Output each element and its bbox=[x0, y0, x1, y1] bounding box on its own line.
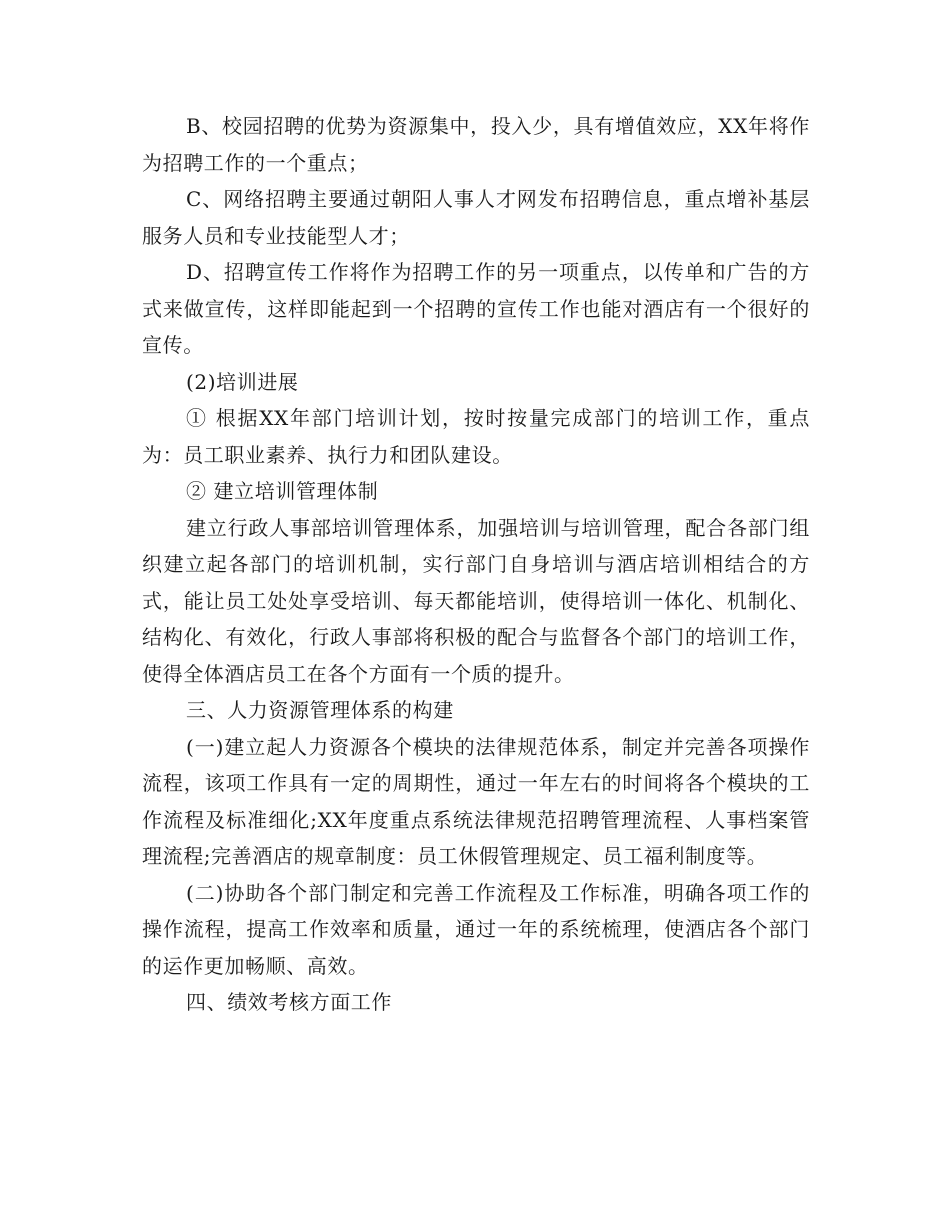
heading-training-progress: (2)培训进展 bbox=[186, 369, 299, 394]
document-body bbox=[142, 108, 810, 1021]
paragraph-training-plan: ① 根据XX年部门培训计划，按时按量完成部门的培训工作，重点为：员工职业素养、执行力和团队建设。 bbox=[142, 406, 810, 467]
paragraph-campus-recruitment: B、校园招聘的优势为资源集中，投入少，具有增值效应，XX年将作为招聘工作的一个重点； bbox=[142, 114, 810, 175]
heading-performance-review: 四、绩效考核方面工作 bbox=[186, 990, 392, 1014]
heading-training-system: ② 建立培训管理体制 bbox=[186, 479, 379, 503]
paragraph-recruitment-promotion: D、招聘宣传工作将作为招聘工作的另一项重点，以传单和广告的方式来做宣传，这样即能起到一个招聘的宣传工作也能对酒店有一个很好的宣传。 bbox=[142, 260, 810, 357]
paragraph-legal-framework: (一)建立起人力资源各个模块的法律规范体系，制定并完善各项操作流程，该项工作具有一定的周期性，通过一年左右的时间将各个模块的工作流程及标准细化;XX年度重点系统法律规范招聘管理流程、人事档案管理流程;完善酒店的规章制度：员工休假管理规定、员工福利制度等。 bbox=[142, 734, 810, 868]
heading-hr-system: 三、人力资源管理体系的构建 bbox=[186, 698, 454, 722]
paragraph-online-recruitment: C、网络招聘主要通过朝阳人事人才网发布招聘信息，重点增补基层服务人员和专业技能型人才； bbox=[142, 187, 810, 248]
paragraph-training-system: 建立行政人事部培训管理体系，加强培训与培训管理，配合各部门组织建立起各部门的培训机制，实行部门自身培训与酒店培训相结合的方式，能让员工处处享受培训、每天都能培训，使得培训一体化、机制化、结构化、有效化，行政人事部将积极的配合与监督各个部门的培训工作，使得全体酒店员工在各个方面有一个质的提升。 bbox=[142, 515, 810, 686]
paragraph-workflow-assistance: (二)协助各个部门制定和完善工作流程及工作标准，明确各项工作的操作流程，提高工作效率和质量，通过一年的系统梳理，使酒店各个部门的运作更加畅顺、高效。 bbox=[142, 880, 810, 978]
